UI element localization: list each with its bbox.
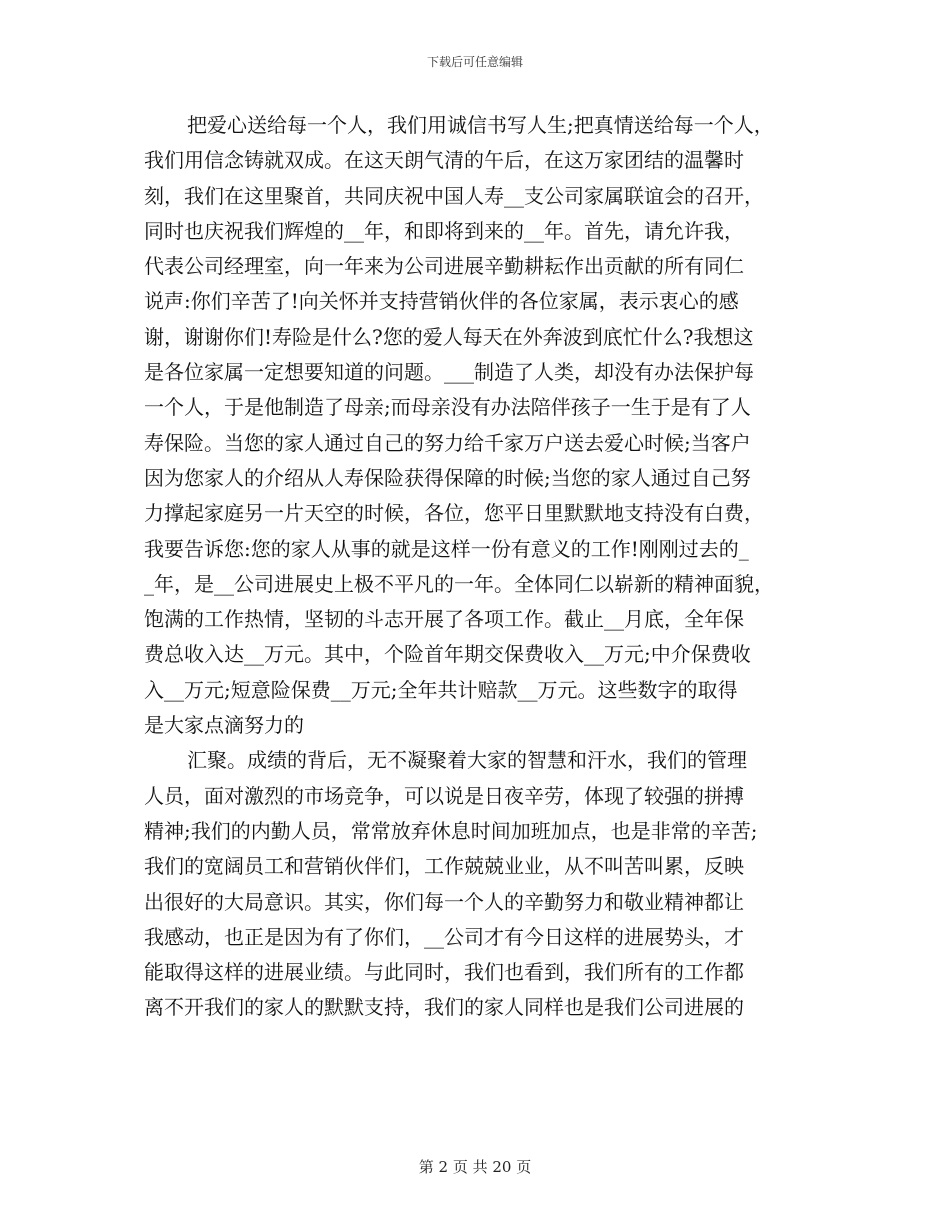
text-line: 说声:你们辛苦了!向关怀并支持营销伙伴的各位家属，表示衷心的感 <box>144 289 739 314</box>
text-line: 力撑起家庭另一片天空的时候，各位，您平日里默默地支持没有白费， <box>144 501 764 526</box>
text-line: 是各位家属一定想要知道的问题。___制造了人类，却没有办法保护每 <box>144 360 754 385</box>
text-line: 代表公司经理室，向一年来为公司进展辛勤耕耘作出贡献的所有同仁 <box>144 254 744 279</box>
text-line: 刻，我们在这里聚首，共同庆祝中国人寿__支公司家属联谊会的召开， <box>144 183 764 208</box>
text-line: 寿保险。当您的家人通过自己的努力给千家万户送去爱心时候;当客户 <box>144 430 751 455</box>
text-line: 我们用信念铸就双成。在这天朗气清的午后，在这万家团结的温馨时 <box>144 148 744 173</box>
paragraph-1 <box>144 108 824 743</box>
text-line: 谢，谢谢你们!寿险是什么?您的爱人每天在外奔波到底忙什么?我想这 <box>144 324 754 349</box>
page-header: 下载后可任意编辑 <box>426 55 523 69</box>
text-line: 能取得这样的进展业绩。与此同时，我们也看到，我们所有的工作都 <box>144 960 744 985</box>
text-line: 人员，面对激烈的市场竞争，可以说是日夜辛劳，体现了较强的拼搏 <box>144 783 744 808</box>
text-line: 出很好的大局意识。其实，你们每一个人的辛勤努力和敬业精神都让 <box>144 889 744 914</box>
text-line: 是大家点滴努力的 <box>144 713 304 738</box>
text-line: 一个人，于是他制造了母亲;而母亲没有办法陪伴孩子一生于是有了人 <box>144 395 751 420</box>
text-line: 把爱心送给每一个人，我们用诚信书写人生;把真情送给每一个人， <box>187 113 774 137</box>
text-line: 我感动，也正是因为有了你们，__公司才有今日这样的进展势头，才 <box>144 924 744 949</box>
text-line: 离不开我们的家人的默默支持，我们的家人同样也是我们公司进展的 <box>144 995 744 1020</box>
text-line: 汇聚。成绩的背后，无不凝聚着大家的智慧和汗水，我们的管理 <box>187 748 747 773</box>
text-line: 同时也庆祝我们辉煌的__年，和即将到来的__年。首先，请允许我， <box>144 218 744 243</box>
text-line: 精神;我们的内勤人员，常常放弃休息时间加班加点，也是非常的辛苦; <box>144 818 758 843</box>
text-line: 饱满的工作热情，坚韧的斗志开展了各项工作。截止__月底，全年保 <box>144 607 744 632</box>
text-line: 因为您家人的介绍从人寿保险获得保障的时候;当您的家人通过自己努 <box>144 465 751 490</box>
text-line: 费总收入达__万元。其中，个险首年期交保费收入__万元;中介保费收 <box>144 642 751 667</box>
text-line: 我要告诉您:您的家人从事的就是这样一份有意义的工作!刚刚过去的_ <box>144 536 749 561</box>
page-footer: 第 2 页 共 20 页 <box>418 1158 532 1176</box>
text-line: 入__万元;短意险保费__万元;全年共计赔款__万元。这些数字的取得 <box>144 677 738 702</box>
paragraph-2 <box>144 743 824 1025</box>
text-line: 我们的宽阔员工和营销伙伴们，工作兢兢业业，从不叫苦叫累，反映 <box>144 854 744 879</box>
text-line: _年，是__公司进展史上极不平凡的一年。全体同仁以崭新的精神面貌， <box>144 571 774 596</box>
document-body <box>144 108 824 1026</box>
